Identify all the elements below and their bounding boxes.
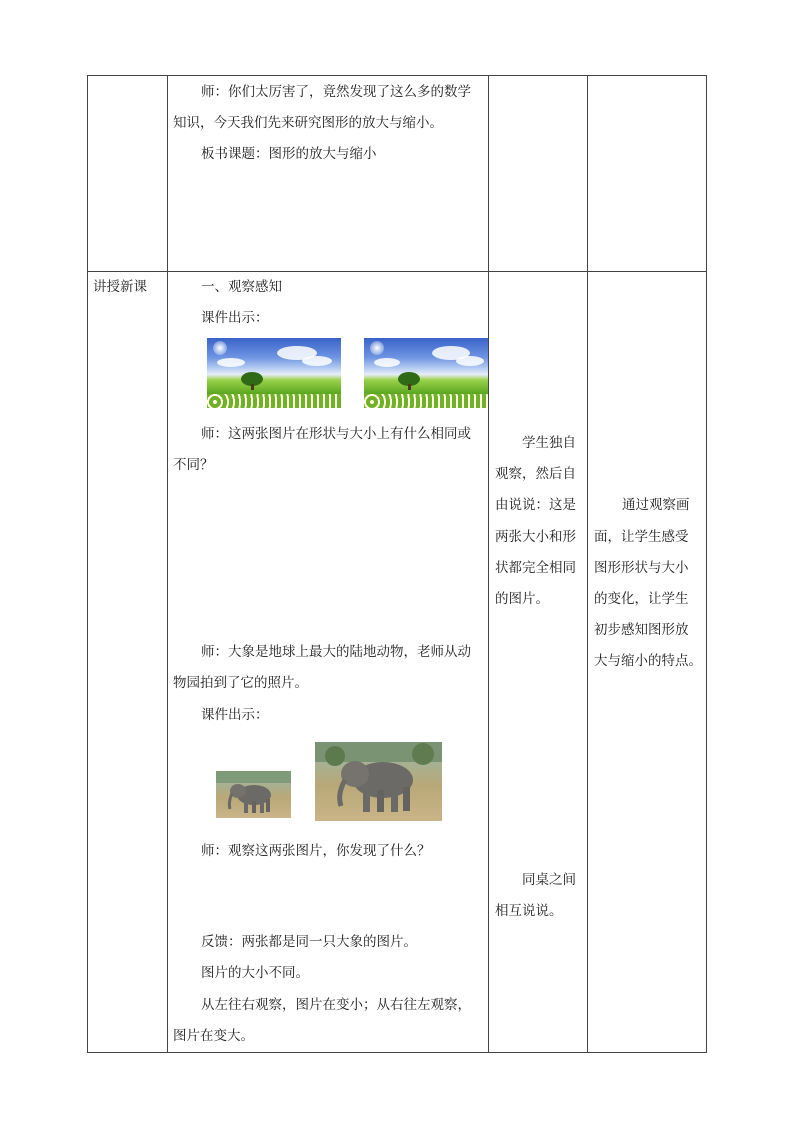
teacher-line-2: 知识，今天我们先来研究图形的放大与缩小。 (173, 115, 443, 131)
student-activity-1-line-5: 状都完全相同 (495, 560, 576, 576)
question-1-line-1: 师：这两张图片在形状与大小上有什么相同或 (201, 426, 471, 442)
table-bottom-border (87, 1052, 707, 1053)
feedback-2: 图片的大小不同。 (201, 965, 309, 981)
question-2-line-1: 师：大象是地球上最大的陆地动物，老师从动 (201, 644, 471, 660)
table-left-border (87, 75, 88, 1053)
feedback-3-line-1: 从左往右观察，图片在变小；从右往左观察， (201, 997, 471, 1013)
column-divider-2 (488, 75, 489, 1053)
elephant-image-small (216, 771, 291, 818)
question-2-line-2: 物园拍到了它的照片。 (173, 675, 308, 691)
design-intent-line-5: 初步感知图形放 (594, 622, 689, 638)
landscape-image-right (364, 338, 488, 408)
courseware-label-1: 课件出示： (201, 310, 269, 326)
elephant-image-large (315, 742, 442, 821)
design-intent-line-3: 图形形状与大小 (594, 560, 689, 576)
subsection-heading: 一、观察感知 (201, 279, 282, 295)
feedback-3-line-2: 图片在变大。 (173, 1028, 254, 1044)
landscape-image-left (207, 338, 341, 408)
table-top-border (87, 75, 707, 76)
row-divider (87, 271, 707, 272)
section-label: 讲授新课 (93, 279, 147, 295)
courseware-label-2: 课件出示： (201, 707, 269, 723)
feedback-1: 反馈：两张都是同一只大象的图片。 (201, 934, 417, 950)
student-activity-1-line-1: 学生独自 (522, 435, 576, 451)
student-activity-2-line-2: 相互说说。 (495, 903, 563, 919)
design-intent-line-4: 的变化，让学生 (594, 591, 689, 607)
student-activity-1-line-2: 观察，然后自 (495, 466, 576, 482)
column-divider-1 (167, 75, 168, 1053)
board-title-line: 板书课题：图形的放大与缩小 (201, 146, 377, 162)
design-intent-line-2: 面，让学生感受 (594, 529, 689, 545)
student-activity-2-line-1: 同桌之间 (522, 872, 576, 888)
table-right-border (706, 75, 707, 1053)
student-activity-1-line-6: 的图片。 (495, 591, 549, 607)
design-intent-line-6: 大与缩小的特点。 (594, 653, 702, 669)
question-1-line-2: 不同？ (173, 457, 214, 473)
student-activity-1-line-4: 两张大小和形 (495, 529, 576, 545)
question-3: 师：观察这两张图片，你发现了什么？ (201, 843, 431, 859)
student-activity-1-line-3: 由说说：这是 (495, 497, 576, 513)
design-intent-line-1: 通过观察画 (622, 497, 690, 513)
teacher-line-1: 师：你们太厉害了，竟然发现了这么多的数学 (201, 84, 471, 100)
column-divider-3 (587, 75, 588, 1053)
